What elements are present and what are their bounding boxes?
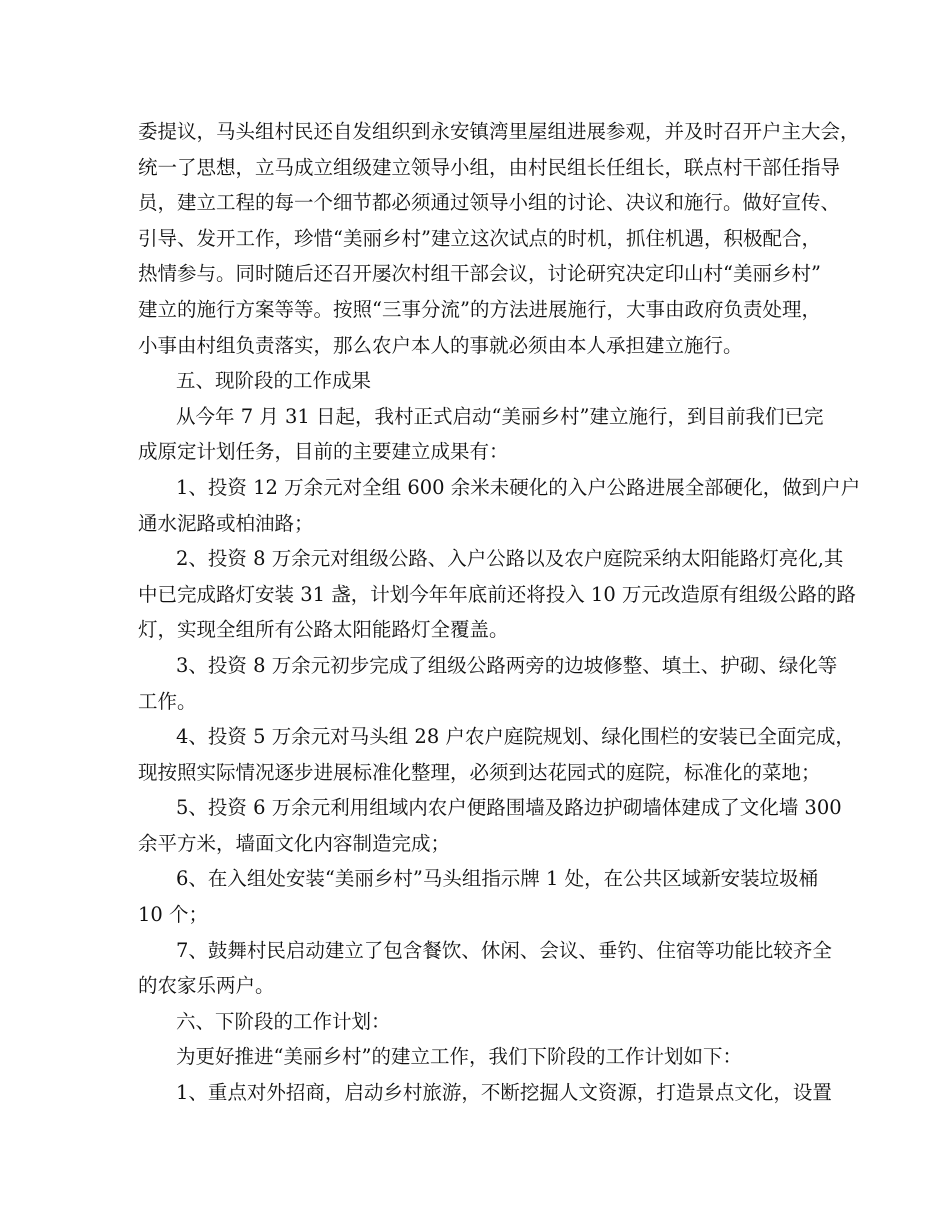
text-line: 建立的施行方案等等。按照“三事分流”的方法进展施行，大事由政府负责处理，	[138, 297, 821, 321]
text-line: 工作。	[138, 689, 197, 713]
text-line: 1、重点对外招商，启动乡村旅游，不断挖掘人文资源，打造景点文化，设置	[176, 1081, 832, 1105]
text-line: 1、投资 12 万余元对全组 600 余米未硬化的入户公路进展全部硬化，做到户户	[176, 475, 861, 499]
text-line: 为更好推进“美丽乡村”的建立工作，我们下阶段的工作计划如下：	[176, 1045, 742, 1069]
text-line: 余平方米，墙面文化内容制造完成；	[138, 831, 451, 855]
document-body	[138, 114, 861, 1111]
text-line: 的农家乐两户。	[138, 974, 275, 998]
text-line: 2、投资 8 万余元对组级公路、入户公路以及农户庭院采纳太阳能路灯亮化,其	[176, 547, 844, 571]
text-line: 五、现阶段的工作成果	[176, 369, 372, 393]
text-line: 员，建立工程的每一个细节都必须通过领导小组的讨论、决议和施行。做好宣传、	[138, 191, 841, 215]
text-line: 灯，实现全组所有公路太阳能路灯全覆盖。	[138, 618, 509, 642]
text-line: 六、下阶段的工作计划：	[176, 1009, 391, 1033]
text-line: 现按照实际情况逐步进展标准化整理，必须到达花园式的庭院，标准化的菜地；	[138, 760, 821, 784]
text-line: 小事由村组负责落实，那么农户本人的事就必须由本人承担建立施行。	[138, 333, 743, 357]
text-line: 委提议，马头组村民还自发组织到永安镇湾里屋组进展参观，并及时召开户主大会，	[138, 120, 860, 143]
text-line: 成原定计划任务，目前的主要建立成果有：	[138, 440, 509, 464]
text-line: 从今年 7 月 31 日起，我村正式启动“美丽乡村”建立施行，到目前我们已完	[176, 404, 824, 428]
text-line: 通水泥路或柏油路；	[138, 511, 314, 535]
text-line: 5、投资 6 万余元利用组域内农户便路围墙及路边护砌墙体建成了文化墙 300	[176, 796, 842, 820]
text-line: 3、投资 8 万余元初步完成了组级公路两旁的边坡修整、填土、护砌、绿化等	[176, 653, 838, 677]
text-line: 7、鼓舞村民启动建立了包含餐饮、休闲、会议、垂钓、住宿等功能比较齐全	[176, 938, 832, 962]
text-line: 中已完成路灯安装 31 盏，计划今年年底前还将投入 10 万元改造原有组级公路的路	[138, 582, 856, 606]
text-line: 统一了思想，立马成立组级建立领导小组，由村民组长任组长，联点村干部任指导	[138, 155, 841, 179]
text-line: 10 个；	[138, 903, 209, 927]
text-line: 引导、发开工作，珍惜“美丽乡村”建立这次试点的时机，抓住机遇，积极配合，	[138, 226, 821, 250]
text-line: 4、投资 5 万余元对马头组 28 户农户庭院规划、绿化围栏的安装已全面完成，	[176, 725, 855, 749]
text-line: 热情参与。同时随后还召开屡次村组干部会议，讨论研究决定印山村“美丽乡村”	[138, 262, 821, 286]
text-line: 6、在入组处安装“美丽乡村”马头组指示牌 1 处，在公共区域新安装垃圾桶	[176, 867, 819, 891]
